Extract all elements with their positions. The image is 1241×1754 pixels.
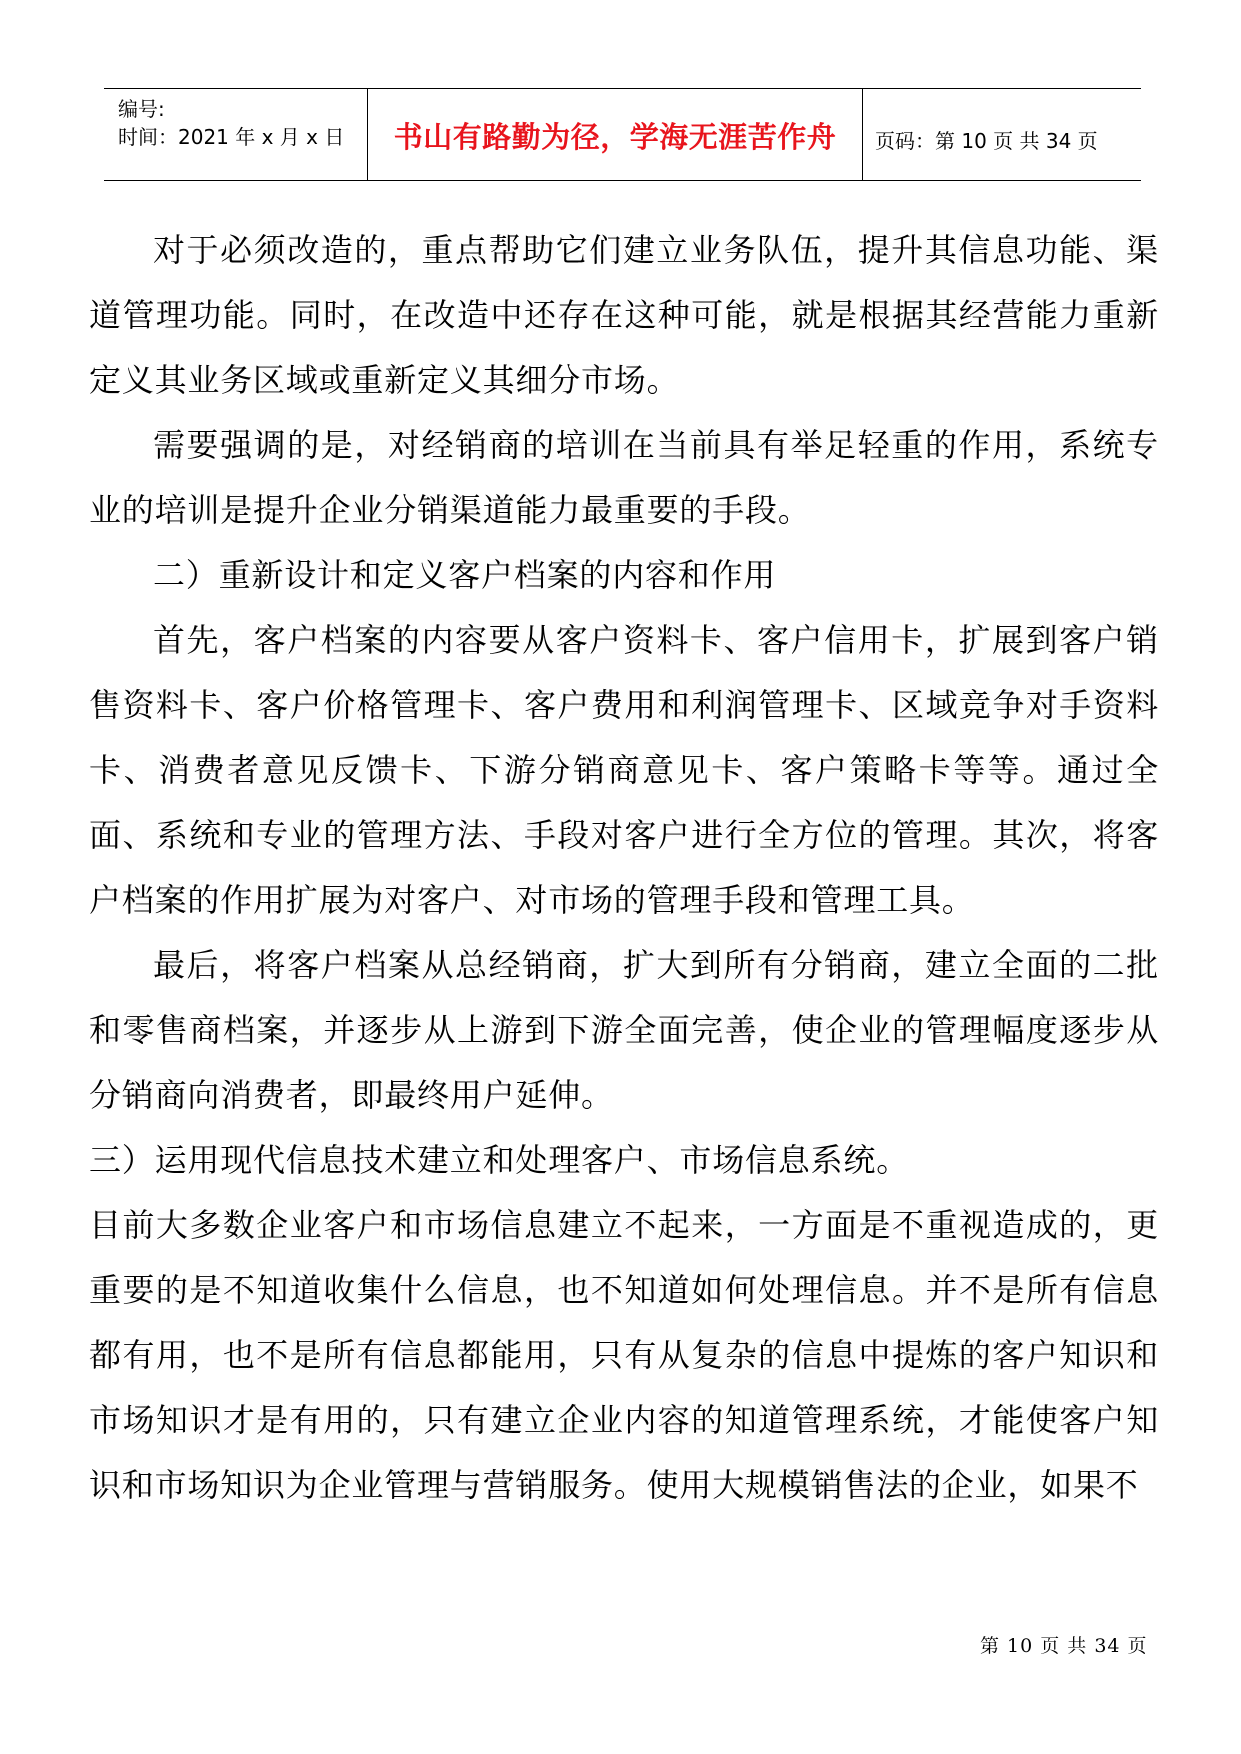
page-header [104,88,1141,181]
page-footer: 第 10 页 共 34 页 [980,1635,1148,1657]
body-paragraph: 首先，客户档案的内容要从客户资料卡、客户信用卡，扩展到客户销售资料卡、客户价格管理卡、客户费用和利润管理卡、区域竞争对手资料卡、消费者意见反馈卡、下游分销商意见卡、客户策略卡等等。通过全面、系统和专业的管理方法、手段对客户进行全方位的管理。其次，将客户档案的作用扩展为对客户、对市场的管理手段和管理工具。 [89,621,1159,919]
body-paragraph: 最后，将客户档案从总经销商，扩大到所有分销商，建立全面的二批和零售商档案，并逐步从上游到下游全面完善，使企业的管理幅度逐步从分销商向消费者，即最终用户延伸。 [89,946,1159,1114]
header-motto-cell [368,89,863,180]
document-time-label: 时间：2021 年 x 月 x 日 [118,125,345,149]
body-paragraph: 需要强调的是，对经销商的培训在当前具有举足轻重的作用，系统专业的培训是提升企业分销渠道能力最重要的手段。 [89,426,1159,529]
header-page-info: 页码：第 10 页 共 34 页 [875,129,1098,153]
header-meta-cell [104,89,368,180]
header-motto: 书山有路勤为径，学海无涯苦作舟 [393,120,837,154]
body-paragraph: 对于必须改造的，重点帮助它们建立业务队伍，提升其信息功能、渠道管理功能。同时，在改造中还存在这种可能，就是根据其经营能力重新定义其业务区域或重新定义其细分市场。 [89,231,1159,399]
section-heading: 三）运用现代信息技术建立和处理客户、市场信息系统。 [89,1141,910,1179]
section-heading: 二）重新设计和定义客户档案的内容和作用 [153,556,777,594]
document-body [89,218,1159,1518]
body-paragraph: 目前大多数企业客户和市场信息建立不起来，一方面是不重视造成的，更重要的是不知道收集什么信息，也不知道如何处理信息。并不是所有信息都有用，也不是所有信息都能用，只有从复杂的信息中提炼的客户知识和市场知识才是有用的，只有建立企业内容的知道管理系统，才能使客户知识和市场知识为企业管理与营销服务。使用大规模销售法的企业，如果不 [89,1206,1159,1504]
header-page-cell [863,89,1141,180]
document-code-label: 编号: [118,97,165,121]
